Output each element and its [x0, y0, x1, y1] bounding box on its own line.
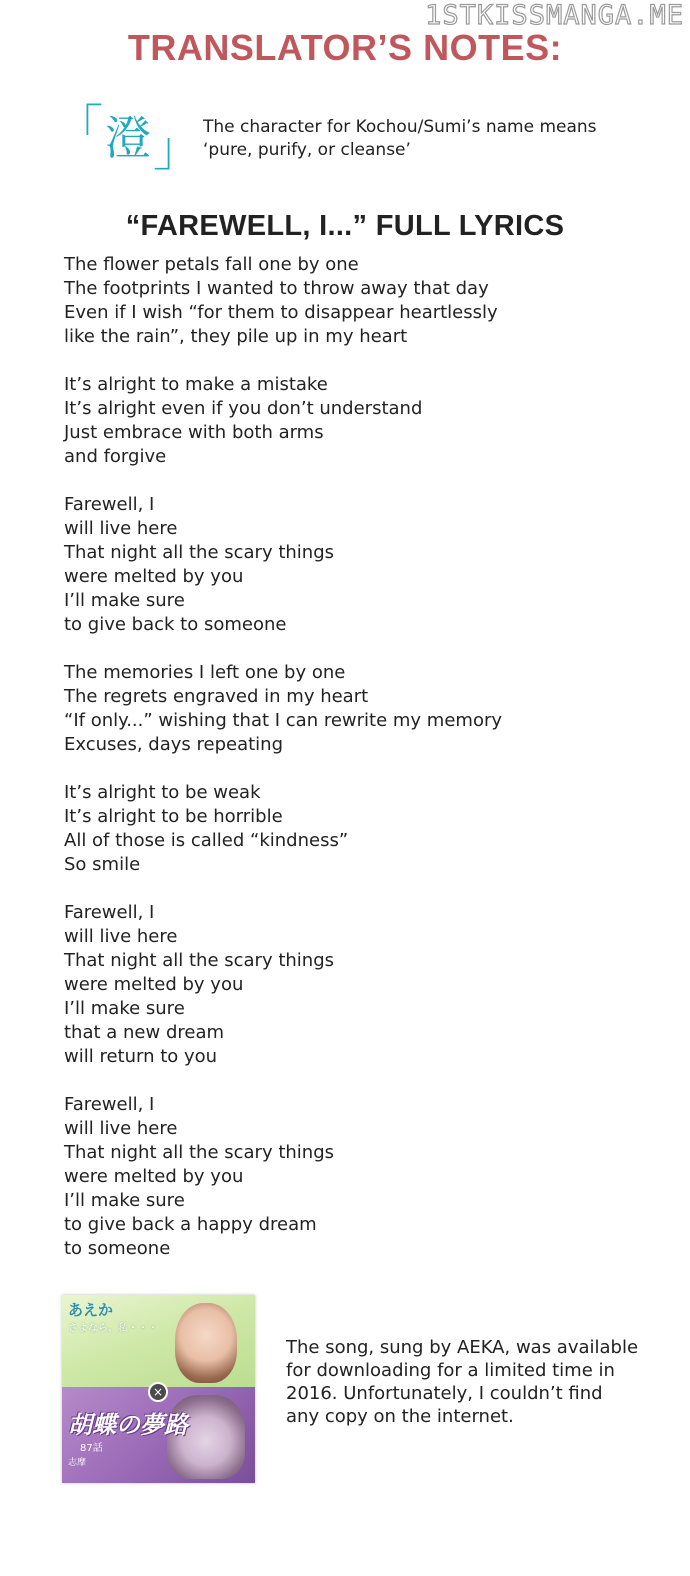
lyric-line: to someone — [64, 1238, 171, 1259]
lyric-line: It’s alright to make a mistake — [64, 374, 328, 395]
kanji-explanation-line: The character for Kochou/Sumi’s name means — [203, 117, 597, 137]
lyrics-stanza — [64, 781, 624, 877]
album-artist: あえか — [68, 1301, 114, 1319]
album-manga-title: 胡蝶の夢路 — [68, 1411, 188, 1439]
lyric-line: were melted by you — [64, 974, 244, 995]
lyric-line: to give back a happy dream — [64, 1214, 317, 1235]
lyric-line: Farewell, I — [64, 494, 155, 515]
kanji-explanation — [203, 116, 643, 162]
lyric-line: will live here — [64, 926, 178, 947]
lyric-line: I’ll make sure — [64, 998, 185, 1019]
album-tag: 志摩 — [68, 1458, 87, 1468]
lyrics-heading: “FAREWELL, I...” FULL LYRICS — [125, 210, 565, 242]
lyric-line: will return to you — [64, 1046, 218, 1067]
lyric-line: The memories I left one by one — [64, 662, 346, 683]
kanji-explanation-line: ‘pure, purify, or cleanse’ — [203, 140, 411, 160]
lyric-line: That night all the scary things — [64, 1142, 335, 1163]
song-note-line: 2016. Unfortunately, I couldn’t find — [286, 1383, 603, 1404]
lyric-line: were melted by you — [64, 566, 244, 587]
kanji-character: 澄 — [105, 111, 151, 165]
lyric-line: and forgive — [64, 446, 167, 467]
lyric-line: It’s alright to be weak — [64, 782, 261, 803]
lyric-line: like the rain”, they pile up in my heart — [64, 326, 408, 347]
song-note — [286, 1336, 656, 1428]
lyric-line: Just embrace with both arms — [64, 422, 324, 443]
lyric-line: The footprints I wanted to throw away that day — [64, 278, 489, 299]
song-note-line: for downloading for a limited time in — [286, 1360, 615, 1381]
song-note-line: any copy on the internet. — [286, 1406, 514, 1427]
lyrics-stanza — [64, 493, 624, 637]
lyric-line: Even if I wish “for them to disappear heartlessly — [64, 302, 498, 323]
lyric-line: were melted by you — [64, 1166, 244, 1187]
lyrics-stanza — [64, 253, 624, 349]
kanji-display — [54, 100, 202, 177]
lyric-line: It’s alright to be horrible — [64, 806, 283, 827]
lyric-line: Farewell, I — [64, 1094, 155, 1115]
bracket-open: 「 — [54, 100, 103, 156]
lyric-line: The regrets engraved in my heart — [64, 686, 369, 707]
lyric-line: That night all the scary things — [64, 542, 335, 563]
album-chapter: 87話 — [80, 1443, 103, 1454]
site-watermark: 1STKISSMANGA.ME — [425, 0, 684, 31]
lyric-line: Excuses, days repeating — [64, 734, 283, 755]
lyric-line: Farewell, I — [64, 902, 155, 923]
lyric-line: So smile — [64, 854, 141, 875]
close-icon: × — [148, 1382, 168, 1402]
song-note-line: The song, sung by AEKA, was available — [286, 1337, 639, 1358]
lyric-line: will live here — [64, 1118, 178, 1139]
lyric-line: will live here — [64, 518, 178, 539]
album-cover-image — [62, 1295, 255, 1483]
lyric-line: “If only...” wishing that I can rewrite my memory — [64, 710, 503, 731]
lyric-line: All of those is called “kindness” — [64, 830, 349, 851]
lyric-line: That night all the scary things — [64, 950, 335, 971]
bracket-close: 」 — [153, 121, 202, 177]
lyric-line: The flower petals fall one by one — [64, 254, 359, 275]
lyric-line: I’ll make sure — [64, 1190, 185, 1211]
lyric-line: to give back to someone — [64, 614, 287, 635]
lyrics-stanza — [64, 661, 624, 757]
page-title: TRANSLATOR’S NOTES: — [127, 27, 563, 68]
lyrics-stanza — [64, 901, 624, 1069]
album-subtitle: さよなら、私・・・ — [68, 1323, 158, 1334]
lyrics-body — [64, 253, 624, 1285]
lyrics-stanza — [64, 373, 624, 469]
singer-portrait — [175, 1303, 237, 1383]
lyrics-stanza — [64, 1093, 624, 1261]
lyric-line: I’ll make sure — [64, 590, 185, 611]
lyric-line: that a new dream — [64, 1022, 225, 1043]
lyric-line: It’s alright even if you don’t understand — [64, 398, 423, 419]
